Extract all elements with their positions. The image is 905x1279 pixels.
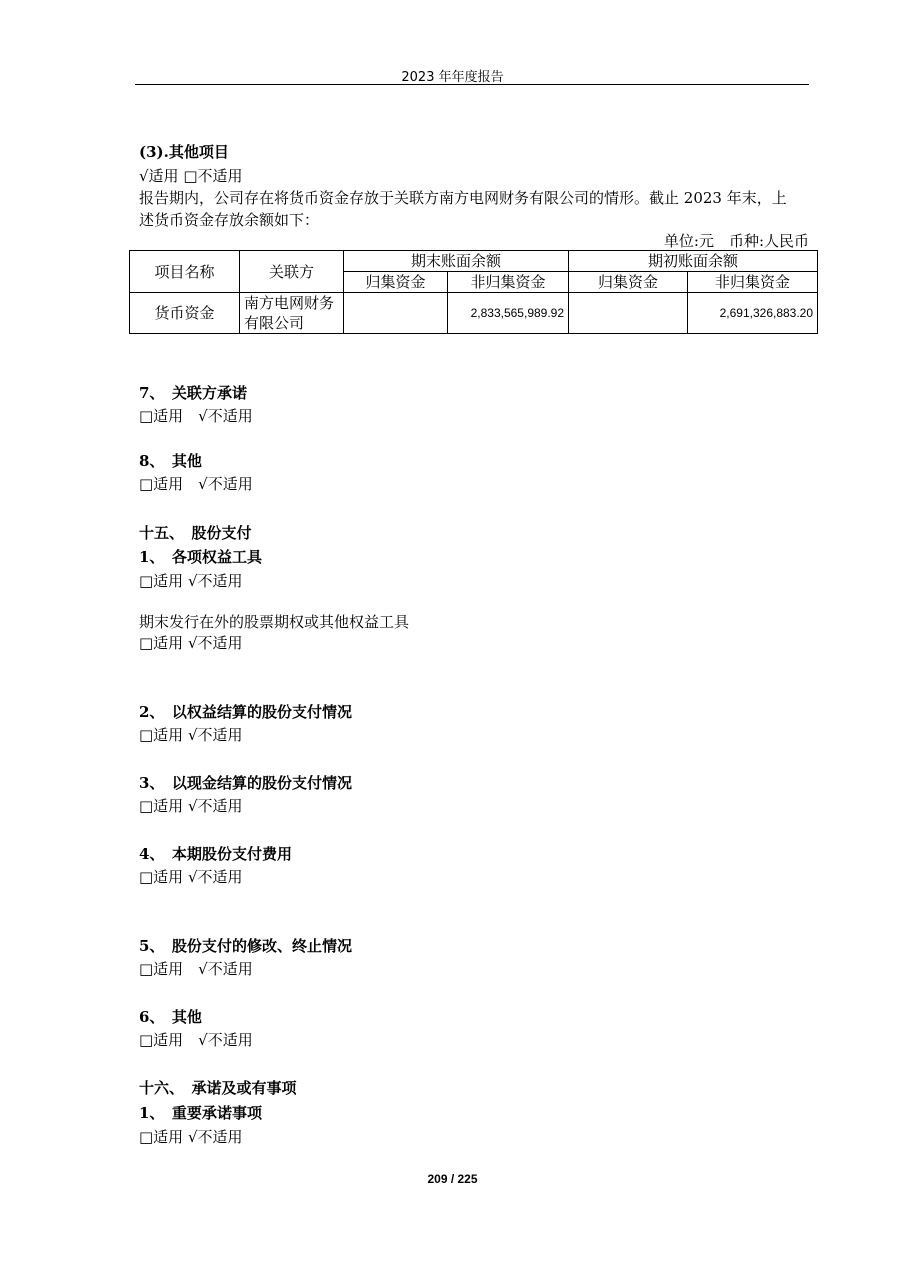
section-status: □适用 √不适用 [139,868,243,886]
cell-item: 货币资金 [130,293,240,334]
header-divider [135,84,809,85]
subheader-begin-pooled: 归集资金 [569,272,688,293]
section-title: 1、 重要承诺事项 [139,1104,262,1122]
cell-begin-pooled [569,293,688,334]
header-beginning-balance: 期初账面余额 [569,251,818,272]
table-row [130,293,818,334]
section-status: □适用 √不适用 [139,634,243,652]
subheader-end-pooled: 归集资金 [344,272,448,293]
chapter-title: 十五、 股份支付 [139,524,252,542]
cell-end-pooled [344,293,448,334]
header-related-party: 关联方 [240,251,344,293]
page-number: 209 / 225 [427,1172,478,1186]
section-title: 3、 以现金结算的股份支付情况 [139,774,352,792]
section-status: □适用 √不适用 [139,960,253,978]
other-items-title: (3).其他项目 [139,143,229,161]
subheader-end-nonpooled: 非归集资金 [448,272,569,293]
section-title: 7、 关联方承诺 [139,384,247,402]
section-title: 4、 本期股份支付费用 [139,845,292,863]
table-header-row [130,251,818,272]
section-status: □适用 √不适用 [139,1031,253,1049]
header-ending-balance: 期末账面余额 [344,251,569,272]
section-status: □适用 √不适用 [139,407,253,425]
section-status: □适用 √不适用 [139,475,253,493]
section-status: □适用 √不适用 [139,797,243,815]
subheader-begin-nonpooled: 非归集资金 [688,272,818,293]
other-items-applicability: √适用 □不适用 [139,167,243,185]
section-status: □适用 √不适用 [139,572,243,590]
chapter-title: 十六、 承诺及或有事项 [139,1079,297,1097]
page-header-title: 2023 年年度报告 [401,70,504,85]
section-status: □适用 √不适用 [139,726,243,744]
cell-begin-nonpooled: 2,691,326,883.20 [688,293,818,334]
section-title: 1、 各项权益工具 [139,548,262,566]
unit-note: 单位:元 币种:人民币 [663,232,809,250]
cell-related-party: 南方电网财务有限公司 [240,293,344,334]
section-status: □适用 √不适用 [139,1128,243,1146]
cell-end-nonpooled: 2,833,565,989.92 [448,293,569,334]
section-title: 5、 股份支付的修改、终止情况 [139,937,352,955]
section-title: 2、 以权益结算的股份支付情况 [139,703,352,721]
header-item-name: 项目名称 [130,251,240,293]
paragraph-line-2: 述货币资金存放余额如下： [139,211,320,229]
paragraph-line-1: 报告期内，公司存在将货币资金存放于关联方南方电网财务有限公司的情形。截止 2023 年末，上 [139,189,787,207]
section-title: 6、 其他 [139,1008,202,1026]
section-title: 8、 其他 [139,452,202,470]
related-party-deposit-table [129,250,818,334]
subsection-title: 期末发行在外的股票期权或其他权益工具 [139,613,410,631]
